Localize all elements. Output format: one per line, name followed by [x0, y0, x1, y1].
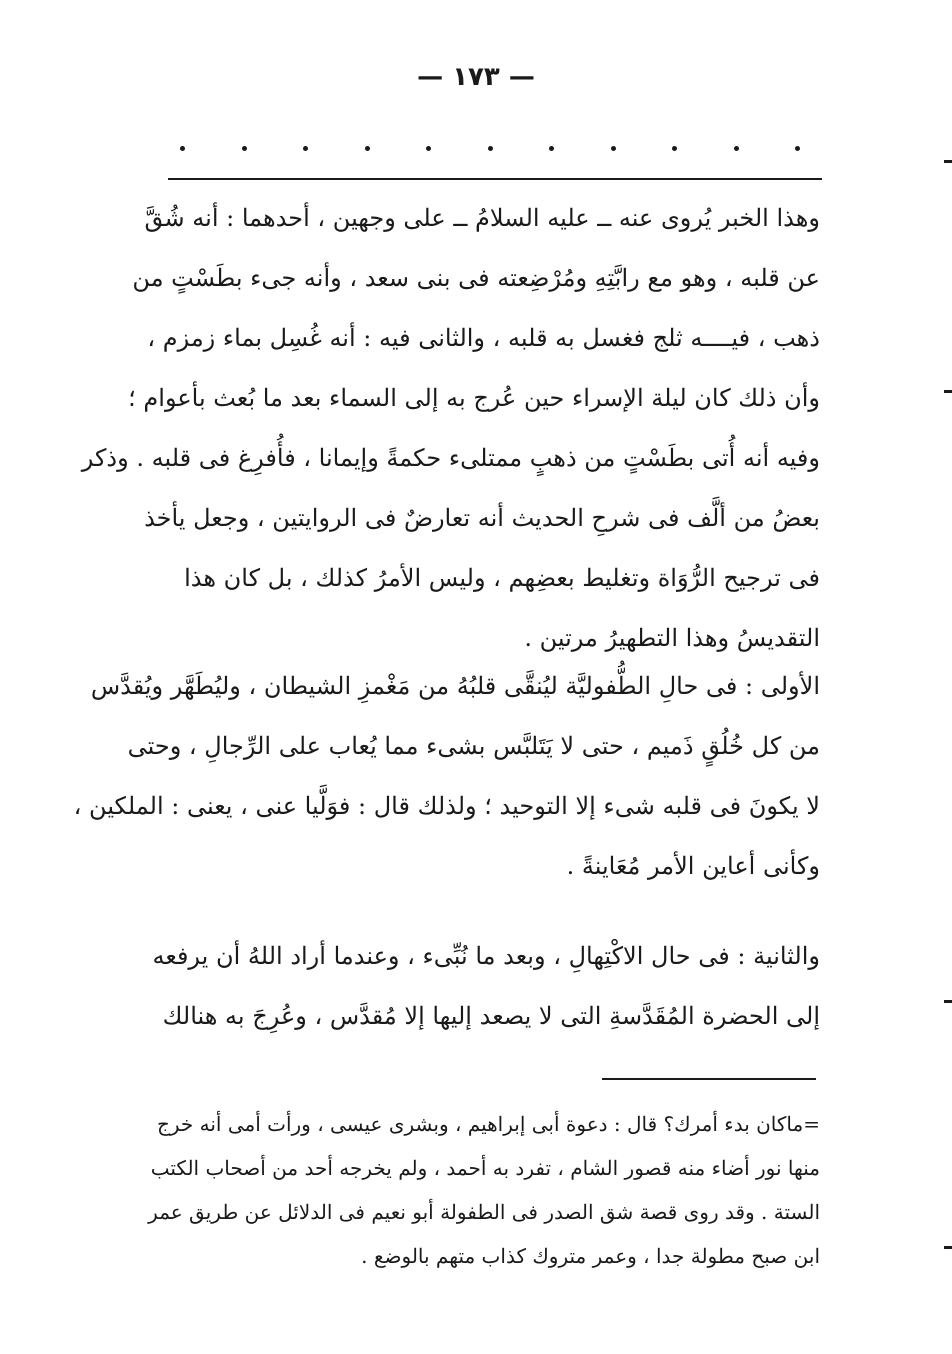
text-line: إلى الحضرة المُقَدَّسةِ التى لا يصعد إليها إلا مُقدَّس ، وعُرِجَ به هنالك: [162, 1002, 820, 1030]
ornament-dots: [180, 140, 800, 156]
scan-edge-mark: [944, 160, 952, 163]
page-number: — ١٧٣ —: [417, 62, 535, 92]
footnote-line: منها نور أضاء منه قصور الشام ، تفرد به أحمد ، ولم يخرجه أحد من أصحاب الكتب: [150, 1156, 820, 1180]
scan-edge-mark: [944, 390, 952, 393]
text-line: ذهب ، فيــــه ثلج فغسل به قلبه ، والثانى فيه : أنه غُسِل بماء زمزم ،: [147, 324, 820, 352]
scan-edge-mark: [944, 1000, 952, 1003]
text-line: وفيه أنه أُتى بطَسْتٍ من ذهبٍ ممتلىء حكمةً وإيمانا ، فأُفرِغ فى قلبه . وذكر: [81, 444, 820, 472]
ornament-dot: [611, 146, 616, 151]
text-line: وهذا الخبر يُروى عنه ــ عليه السلامُ ــ على وجهين ، أحدهما : أنه شُقَّ: [144, 204, 820, 232]
text-line: وكأنى أعاين الأمر مُعَاينةً .: [566, 852, 820, 880]
footnote-line: ابن صبح مطولة جدا ، وعمر متروك كذاب متهم بالوضع .: [361, 1244, 820, 1268]
ornament-dot: [180, 146, 185, 151]
paragraph-3: [152, 926, 820, 1046]
ornament-dot: [795, 146, 800, 151]
ornament-dot: [242, 146, 247, 151]
footnote-line: =ماكان بدء أمرك؟ قال : دعوة أبى إبراهيم ، وبشرى عيسى ، ورأت أمى أنه خرج: [156, 1112, 820, 1136]
ornament-dot: [426, 146, 431, 151]
ornament-dot: [549, 146, 554, 151]
scan-edge-mark: [944, 1246, 952, 1249]
ornament-dot: [734, 146, 739, 151]
paragraph-2: [73, 656, 820, 896]
text-line: التقديسُ وهذا التطهيرُ مرتين .: [524, 624, 820, 652]
text-line: لا يكونَ فى قلبه شىء إلا التوحيد ؛ ولذلك قال : فوَلَّيا عنى ، يعنى : الملكين ،: [73, 792, 820, 820]
ornament-dot: [365, 146, 370, 151]
footnote: [148, 1102, 820, 1278]
text-line: من كل خُلُقٍ ذَميم ، حتى لا يَتَلبَّس بشىء مما يُعاب على الرِّجالِ ، وحتى: [127, 732, 820, 760]
text-line: عن قلبه ، وهو مع رابَّتِهِ ومُرْضِعته فى بنى سعد ، وأنه جىء بطَسْتٍ من: [132, 264, 820, 292]
ornament-dot: [303, 146, 308, 151]
ornament-dot: [672, 146, 677, 151]
text-line: وأن ذلك كان ليلة الإسراء حين عُرج به إلى السماء بعد ما بُعث بأعوام ؛: [128, 384, 820, 412]
text-line: فى ترجيح الرُّوَاة وتغليط بعضِهم ، وليس الأمرُ كذلك ، بل كان هذا: [184, 564, 820, 592]
paragraph-1: [81, 188, 820, 668]
footnote-rule: [602, 1078, 816, 1080]
footnote-line: الستة . وقد روى قصة شق الصدر فى الطفولة أبو نعيم فى الدلائل عن طريق عمر: [148, 1200, 820, 1224]
text-line: بعضُ من ألَّف فى شرحِ الحديث أنه تعارضٌ فى الروايتين ، وجعل يأخذ: [144, 504, 820, 532]
text-line: الأولى : فى حالِ الطُّفوليَّة ليُنقَّى قلبُهُ من مَغْمزِ الشيطان ، وليُطَهَّر ويُقدَّس: [90, 672, 820, 700]
header-rule: [168, 178, 822, 180]
ornament-dot: [488, 146, 493, 151]
text-line: والثانية : فى حال الاكْتِهالِ ، وبعد ما نُبِّىء ، وعندما أراد اللهُ أن يرفعه: [152, 942, 820, 970]
